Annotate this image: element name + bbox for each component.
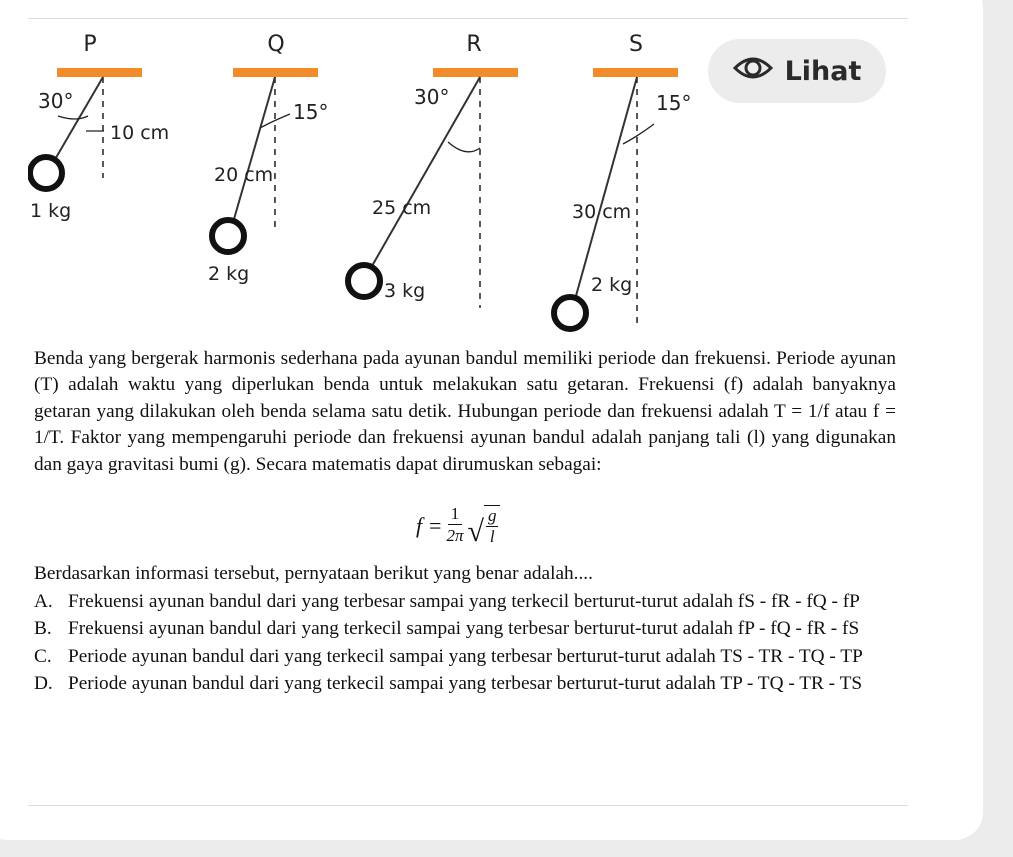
option-c[interactable]	[34, 644, 896, 669]
pendulum-r-length: 25 cm	[372, 197, 432, 219]
pendulum-p-mass: 1 kg	[30, 200, 72, 222]
option-letter: B.	[34, 618, 52, 640]
pendulum-s-length: 30 cm	[572, 201, 632, 223]
pendulum-r	[348, 32, 518, 308]
option-letter: C.	[34, 645, 52, 667]
passage-text: Benda yang bergerak harmonis sederhana pada ayunan bandul memiliki periode dan frekuensi. Periode ayunan (T) adalah waktu yang diperlukan benda untuk melakukan satu getaran. Frekuensi (f) adalah banyaknya getaran yang dilakukan oleh benda selama satu detik. Hubungan periode dan frekuensi adalah T = 1/f atau f = 1/T. Faktor yang mempengaruhi periode dan frekuensi ayunan bandul adalah panjang tali (l) yang digunakan dan gaya gravitasi bumi (g). Secara matematis dapat dirumuskan sebagai:	[34, 348, 896, 475]
formula-lhs: f =	[416, 512, 443, 538]
option-sequence: TS - TR - TQ - TP	[720, 645, 863, 667]
option-d[interactable]	[34, 671, 896, 696]
formula-sqrt-numerator: g	[487, 505, 497, 525]
option-letter: D.	[34, 673, 53, 695]
pendulum-r-mass: 3 kg	[384, 280, 426, 302]
pendulum-p	[30, 32, 169, 222]
pendulum-s-support	[593, 68, 678, 77]
pendulum-r-name: R	[466, 32, 482, 57]
pendulum-q-name: Q	[267, 32, 285, 57]
eye-icon	[733, 54, 773, 89]
option-text: Frekuensi ayunan bandul dari yang terbesar sampai yang terkecil berturut-turut adalah	[68, 591, 733, 612]
pendulum-q-bob	[212, 220, 244, 252]
pendulum-q-angle: 15°	[293, 100, 329, 124]
formula-fraction	[446, 504, 463, 547]
pendulum-q-mass: 2 kg	[208, 263, 250, 285]
option-b[interactable]	[34, 616, 896, 641]
option-sequence: fP - fQ - fR - fS	[737, 618, 860, 640]
pendulum-q	[208, 32, 328, 285]
formula-sqrt-denominator: l	[489, 526, 495, 546]
pendulum-s-name: S	[629, 32, 643, 57]
option-a[interactable]	[34, 589, 896, 614]
view-button[interactable]	[708, 39, 886, 103]
view-button-label: Lihat	[784, 55, 862, 87]
pendulum-p-bob	[30, 157, 62, 189]
pendulum-s-mass: 2 kg	[591, 274, 633, 296]
formula-denominator: 2π	[446, 526, 464, 545]
formula-numerator: 1	[448, 504, 463, 525]
frequency-formula	[416, 504, 500, 547]
formula-sqrt: √ $\frac{g}{l}$	[468, 505, 501, 547]
option-sequence: TP - TQ - TR - TS	[720, 673, 863, 695]
option-text: Periode ayunan bandul dari yang terkecil sampai yang terbesar berturut-turut adalah	[68, 645, 716, 667]
pendulum-q-length: 20 cm	[214, 164, 274, 186]
question-prompt: Berdasarkan informasi tersebut, pernyataan berikut yang benar adalah....	[34, 563, 593, 584]
pendulum-p-support	[57, 68, 142, 77]
option-text: Periode ayunan bandul dari yang terkecil sampai yang terbesar berturut-turut adalah	[68, 673, 716, 695]
pendulum-p-angle: 30°	[38, 89, 74, 113]
pendulum-s	[554, 32, 691, 329]
option-letter: A.	[34, 591, 53, 612]
pendulum-p-name: P	[83, 32, 97, 57]
answer-options	[34, 589, 896, 699]
pendulum-q-support	[233, 68, 318, 77]
option-text: Frekuensi ayunan bandul dari yang terkecil sampai yang terbesar berturut-turut adalah	[68, 618, 733, 640]
pendulum-s-angle: 15°	[656, 91, 692, 115]
pendulum-r-angle: 30°	[414, 85, 450, 109]
pendulum-r-bob	[348, 265, 380, 297]
pendulum-s-bob	[554, 297, 586, 329]
pendulum-p-length: 10 cm	[110, 122, 170, 144]
pendulum-r-support	[433, 68, 518, 77]
question-passage	[34, 346, 896, 478]
option-sequence: fS - fR - fQ - fP	[737, 591, 860, 612]
